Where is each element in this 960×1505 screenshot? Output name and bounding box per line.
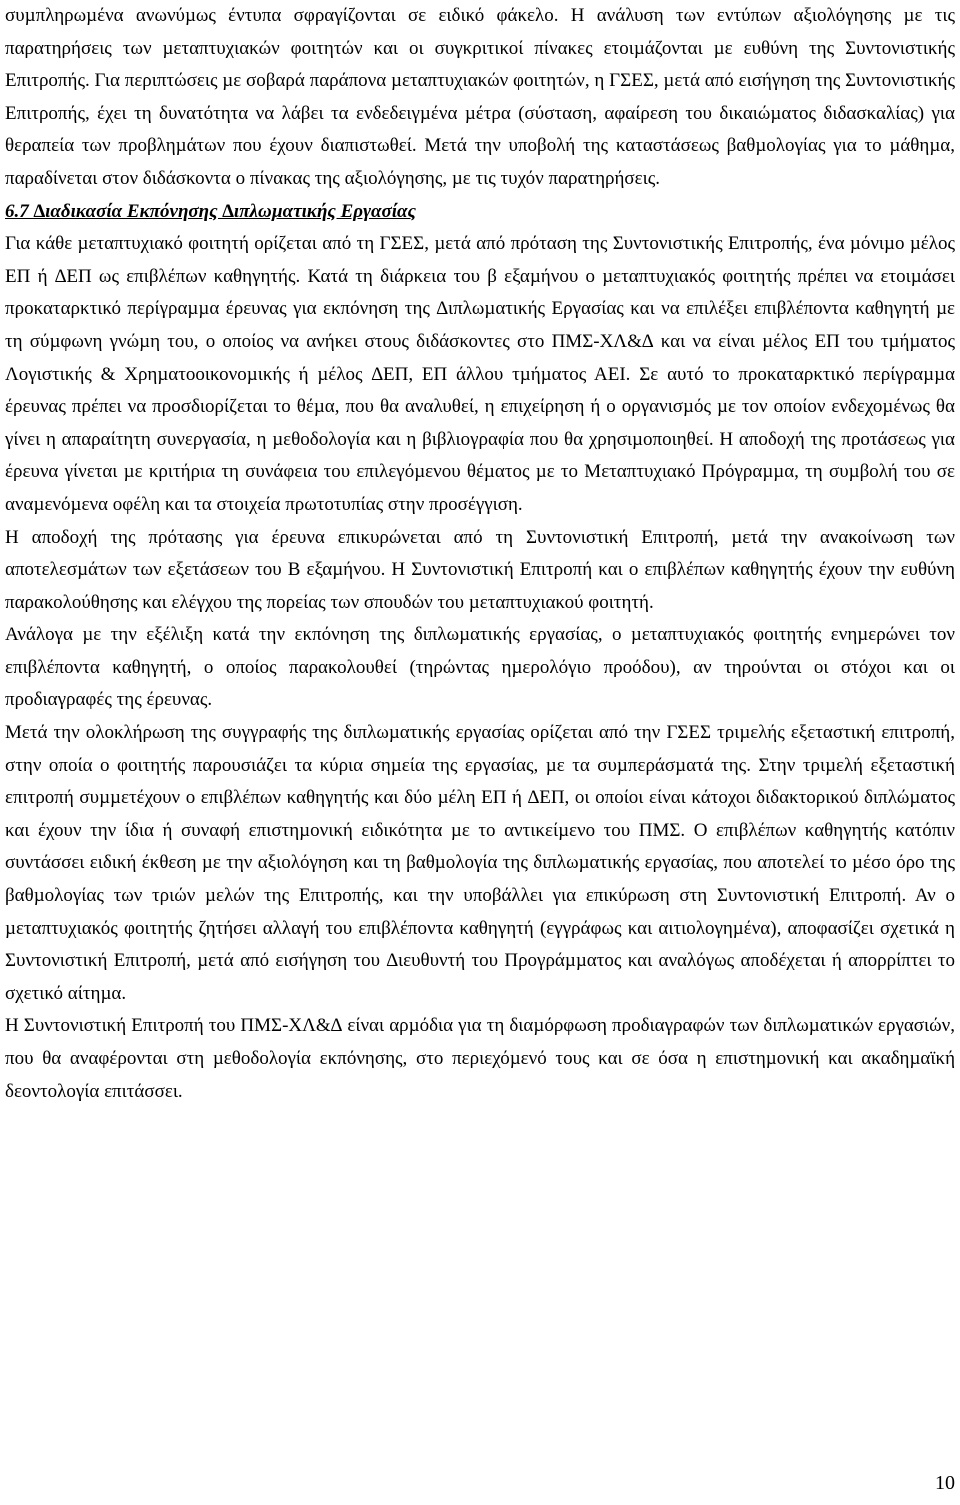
paragraph-examination-committee: Μετά την ολοκλήρωση της συγγραφής της διπλωµατικής εργασίας ορίζεται από την ΓΣΕΣ τριµελής εξεταστική επιτροπή, στην οποία ο φοιτητής παρουσιάζει τα κύρια σηµεία της εργασίας, µε τα συµπεράσµατά της. Στην τριµελή εξεταστική επιτροπή συµµετέχουν ο επιβλέπων καθηγητής και δύο µέλη ΕΠ ή ∆ΕΠ, οι οποίοι είναι κάτοχοι διδακτορικού διπλώµατος και έχουν την ίδια ή συναφή επιστηµονική ειδικότητα µε το αντικείµενο του ΠΜΣ. Ο επιβλέπων καθηγητής κατόπιν συντάσσει ειδική έκθεση µε την αξιολόγηση και τη βαθµολογία της διπλωµατικής εργασίας, που αποτελεί το µέσο όρο της βαθµολογίας των τριών µελών της Επιτροπής, και την υποβάλλει για επικύρωση στη Συντονιστική Επιτροπή. Αν ο µεταπτυχιακός φοιτητής ζητήσει αλλαγή του επιβλέποντα καθηγητή (εγγράφως και αιτιολογηµένα), αποφασίζει σχετικά η Συντονιστική Επιτροπή, µετά από εισήγηση του ∆ιευθυντή του Προγράµµατος και αναλόγως αποδέχεται ή απορρίπτει το σχετικό αίτηµα. [5, 722, 955, 1004]
page-number: 10 [935, 1472, 955, 1494]
paragraph-progress-monitoring: Ανάλογα µε την εξέλιξη κατά την εκπόνηση της διπλωµατικής εργασίας, ο µεταπτυχιακός φοιτητής ενηµερώνει τον επιβλέποντα καθηγητή, ο οποίος παρακολουθεί (τηρώντας ηµερολόγιο προόδου), αν τηρούνται οι στόχοι και οι προδιαγραφές της έρευνας. [5, 624, 955, 711]
section-heading-thesis-procedure: 6.7 ∆ιαδικασία Εκπόνησης ∆ιπλωµατικής Εργασίας [5, 200, 416, 222]
paragraph-thesis-specifications: Η Συντονιστική Επιτροπή του ΠΜΣ-ΧΛ&∆ είναι αρµόδια για τη διαµόρφωση προδιαγραφών των διπλωµατικών εργασιών, που θα αναφέρονται στη µεθοδολογία εκπόνησης, στο περιεχόµενό τους και σε όσα η επιστηµονική και ακαδηµαϊκή δεοντολογία επιτάσσει. [5, 1015, 955, 1102]
paragraph-evaluation: συµπληρωµένα ανωνύµως έντυπα σφραγίζονται σε ειδικό φάκελο. Η ανάλυση των εντύπων αξιολόγησης µε τις παρατηρήσεις των µεταπτυχιακών φοιτητών και οι συγκριτικοί πίνακες ετοιµάζονται µε ευθύνη της Συντονιστικής Επιτροπής. Για περιπτώσεις µε σοβαρά παράπονα µεταπτυχιακών φοιτητών, η ΓΣΕΣ, µετά από εισήγηση της Συντονιστικής Επιτροπής, έχει τη δυνατότητα να λάβει τα ενδεδειγµένα µέτρα (σύσταση, αφαίρεση του δικαιώµατος διδασκαλίας) για θεραπεία των προβληµάτων που έχουν διαπιστωθεί. Μετά την υποβολή της καταστάσεως βαθµολογίας για το µάθηµα, παραδίνεται στον διδάσκοντα ο πίνακας της αξιολόγησης, µε τις τυχόν παρατηρήσεις. [5, 5, 955, 189]
paragraph-proposal-acceptance: Η αποδοχή της πρότασης για έρευνα επικυρώνεται από τη Συντονιστική Επιτροπή, µετά την ανακοίνωση των αποτελεσµάτων των εξετάσεων του Β εξαµήνου. Η Συντονιστική Επιτροπή και ο επιβλέπων καθηγητής έχουν την ευθύνη παρακολούθησης και ελέγχου της πορείας των σπουδών του µεταπτυχιακού φοιτητή. [5, 526, 955, 613]
document-body [5, 0, 955, 1108]
paragraph-supervisor-assignment: Για κάθε µεταπτυχιακό φοιτητή ορίζεται από τη ΓΣΕΣ, µετά από πρόταση της Συντονιστικής Επιτροπής, ένα µόνιµο µέλος ΕΠ ή ∆ΕΠ ως επιβλέπων καθηγητής. Κατά τη διάρκεια του β εξαµήνου ο µεταπτυχιακός φοιτητής πρέπει να ετοιµάσει προκαταρκτικό περίγραµµα έρευνας για εκπόνηση της ∆ιπλωµατικής Εργασίας και να επιλέξει επιβλέποντα καθηγητή µε τη σύµφωνη γνώµη του, ο οποίος να ανήκει στους διδάσκοντες στο ΠΜΣ-ΧΛ&∆ και να είναι µέλος ΕΠ του τµήµατος Λογιστικής & Χρηµατοοικονοµικής ή µέλος ∆ΕΠ, ΕΠ άλλου τµήµατος ΑΕΙ. Σε αυτό το προκαταρκτικό περίγραµµα έρευνας πρέπει να προσδιορίζεται το θέµα, που θα αναλυθεί, η επιχείρηση ή ο οργανισµός µε τον οποίον ενδεχοµένως θα γίνει η απαραίτητη συνεργασία, η µεθοδολογία και η βιβλιογραφία που θα χρησιµοποιηθεί. Η αποδοχή της προτάσεως για έρευνα γίνεται µε κριτήρια τη συνάφεια του επιλεγόµενου θέµατος µε το Μεταπτυχιακό Πρόγραµµα, τη συµβολή του σε αναµενόµενα οφέλη και τα στοιχεία πρωτοτυπίας στην προσέγγιση. [5, 233, 955, 515]
